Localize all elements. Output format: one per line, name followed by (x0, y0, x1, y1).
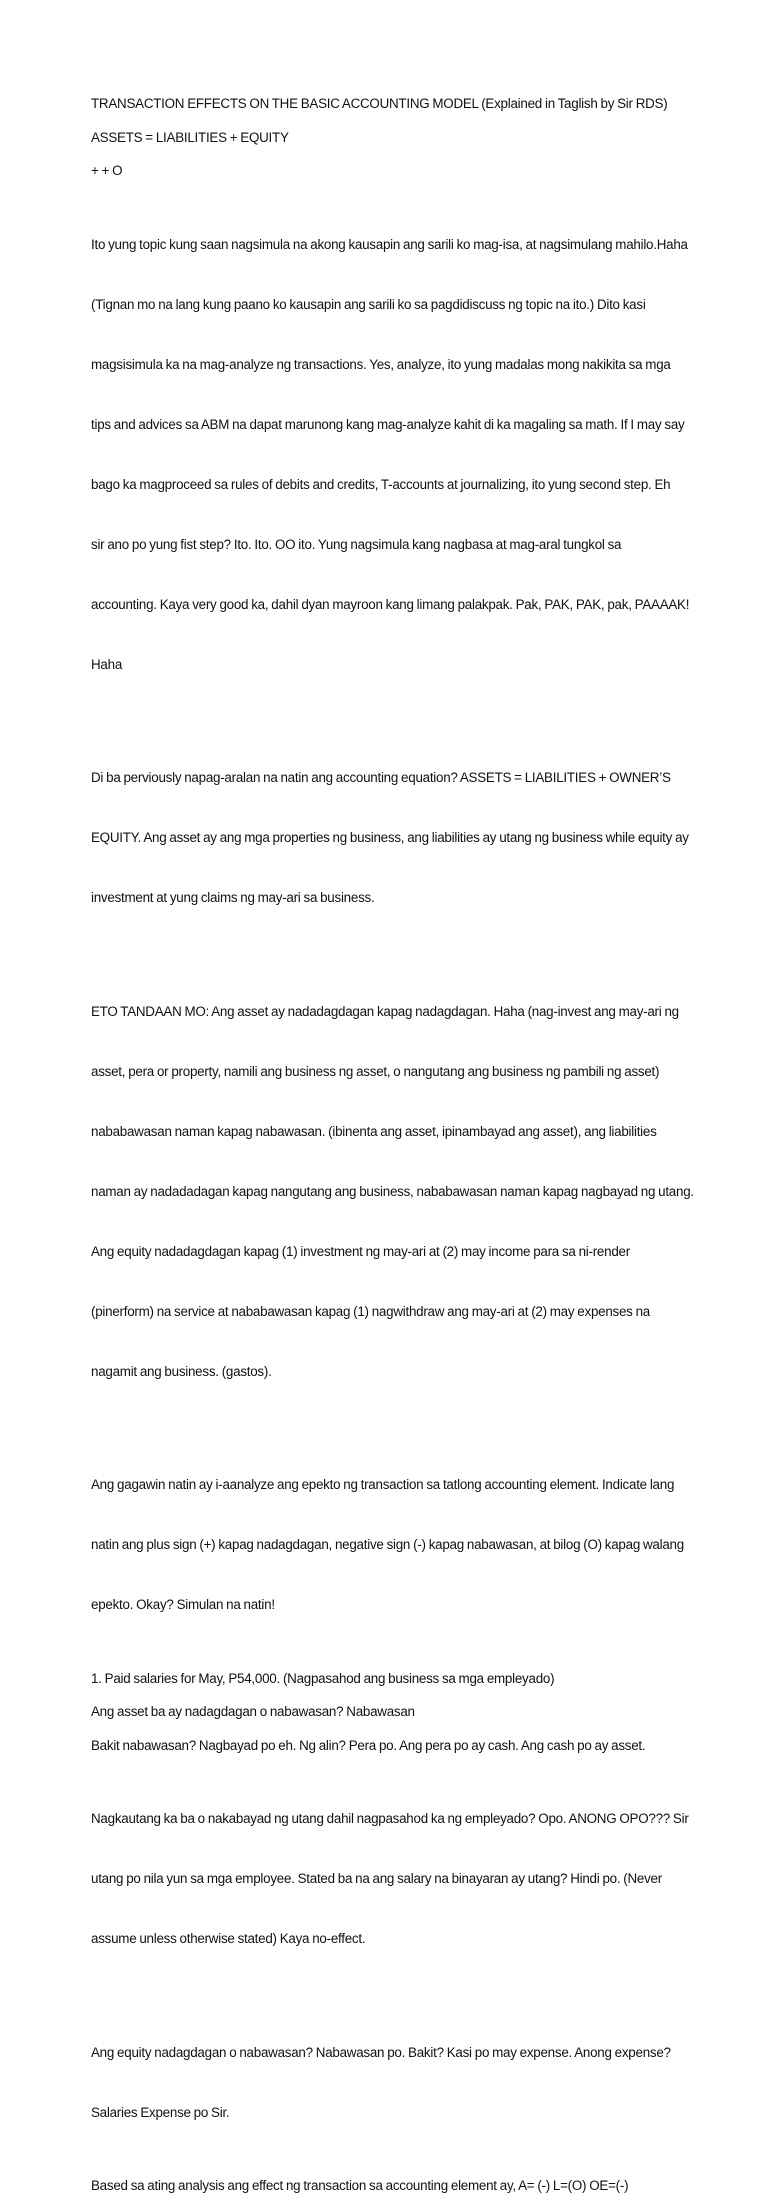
text-line: nababawasan naman kapag nabawasan. (ibinenta ang asset, ipinambayad ang asset), ang liabilities (91, 1123, 657, 1139)
text-line: Haha (91, 656, 123, 672)
text-line: Di ba perviously napag-aralan na natin ang accounting equation? ASSETS = LIABILITIES + OWNER’S (91, 770, 671, 785)
question-liability (91, 1769, 691, 1989)
text-line: magsisimula ka na mag-analyze ng transactions. Yes, analyze, ito yung madalas mong nakikita sa mga (91, 356, 671, 372)
transaction-item-1: 1. Paid salaries for May, P54,000. (Nagpasahod ang business sa mga empleyado) (91, 1670, 555, 1686)
explanation-asset: Bakit nabawasan? Nagbayad po eh. Ng alin? Pera po. Ang pera po ay cash. Ang cash po ay asset. (91, 1737, 646, 1753)
text-line: Nagkautang ka ba o nakabayad ng utang dahil nagpasahod ka ng empleyado? Opo. ANONG OPO??? Sir (91, 1811, 689, 1826)
text-line: utang po nila yun sa mga employee. Stated ba na ang salary na binayaran ay utang? Hindi po. (Never (91, 1871, 662, 1886)
paragraph-instructions (91, 1435, 691, 1655)
paragraph-equation-review (91, 728, 691, 948)
text-line: nagamit ang business. (gastos). (91, 1363, 272, 1379)
text-line: Ang equity nadadagdagan kapag (1) investment ng may-ari at (2) may income para sa ni-render (91, 1243, 630, 1259)
text-line: ETO TANDAAN MO: Ang asset ay nadadagdagan kapag nadagdagan. Haha (nag-invest ang may-ari ng (91, 1003, 679, 1019)
paragraph-tandaan (91, 962, 694, 1422)
text-line: naman ay nadadadagan kapag nangutang ang business, nababawasan naman kapag nagbayad ng utang. (91, 1183, 694, 1199)
analysis-summary: Based sa ating analysis ang effect ng transaction sa accounting element ay, A= (-) L=(O) OE=(-) (91, 2178, 629, 2193)
document-title: TRANSACTION EFFECTS ON THE BASIC ACCOUNTING MODEL (Explained in Taglish by Sir RDS) (91, 96, 668, 111)
text-line: (Tignan mo na lang kung paano ko kausapin ang sarili ko sa pagdidiscuss ng topic na ito.) Dito kasi (91, 296, 646, 312)
text-line: assume unless otherwise stated) Kaya no-effect. (91, 1931, 366, 1946)
text-line: natin ang plus sign (+) kapag nadagdagan, negative sign (-) kapag nabawasan, at bilog (O) kapag walang (91, 1537, 684, 1552)
question-asset: Ang asset ba ay nadagdagan o nabawasan? Nabawasan (91, 1704, 415, 1719)
text-line: Salaries Expense po Sir. (91, 2104, 230, 2120)
text-line: (pinerform) na service at nababawasan kapag (1) nagwithdraw ang may-ari at (2) may expenses na (91, 1303, 650, 1319)
text-line: investment at yung claims ng may-ari sa business. (91, 890, 375, 905)
text-line: accounting. Kaya very good ka, dahil dyan mayroon kang limang palakpak. Pak, PAK, PAK, pak, PAAAAK! (91, 596, 690, 612)
equation-signs: + + O (91, 163, 123, 178)
accounting-equation: ASSETS = LIABILITIES + EQUITY (91, 129, 289, 145)
text-line: epekto. Okay? Simulan na natin! (91, 1597, 275, 1612)
text-line: tips and advices sa ABM na dapat marunong kang mag-analyze kahit di ka magaling sa math. If I may say (91, 416, 685, 432)
text-line: EQUITY. Ang asset ay ang mga properties ng business, ang liabilities ay utang ng business while equity ay (91, 830, 689, 845)
text-line: Ito yung topic kung saan nagsimula na akong kausapin ang sarili ko mag-isa, at nagsimulang mahilo.Haha (91, 236, 688, 252)
paragraph-intro (91, 195, 691, 715)
document-body (91, 94, 694, 2210)
question-equity (91, 2003, 691, 2163)
text-line: asset, pera or property, namili ang business ng asset, o nangutang ang business ng pambili ng asset) (91, 1063, 660, 1079)
text-line: sir ano po yung fist step? Ito. Ito. OO ito. Yung nagsimula kang nagbasa at mag-aral tungkol sa (91, 536, 622, 552)
text-line: Ang equity nadagdagan o nabawasan? Nabawasan po. Bakit? Kasi po may expense. Anong expense? (91, 2044, 671, 2060)
text-line: bago ka magproceed sa rules of debits and credits, T-accounts at journalizing, ito yung second step. Eh (91, 476, 671, 492)
text-line: Ang gagawin natin ay i-aanalyze ang epekto ng transaction sa tatlong accounting element. Indicate lang (91, 1477, 675, 1492)
